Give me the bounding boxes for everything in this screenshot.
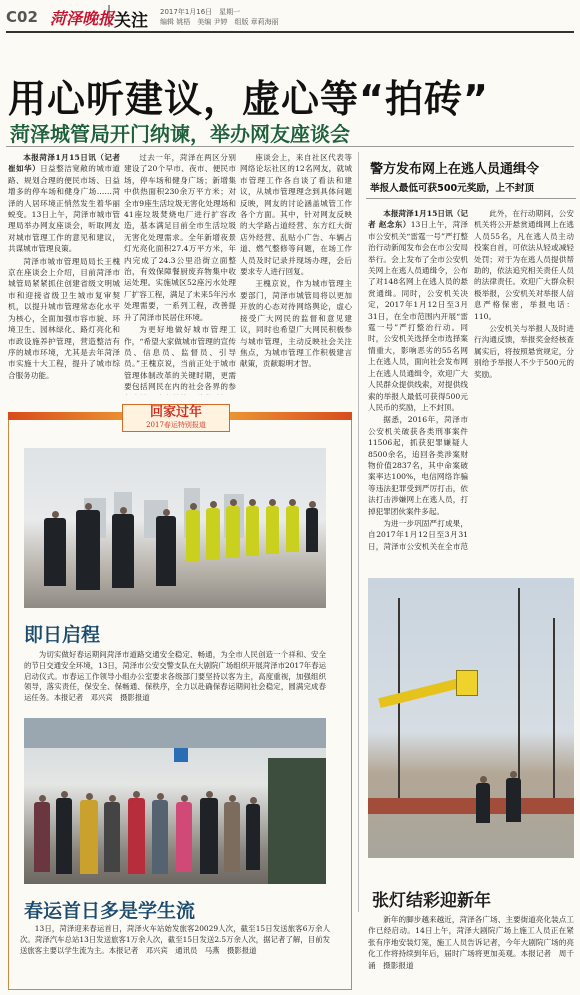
newspaper-logo: 菏泽晚报 [50, 9, 115, 28]
station-paragraph: 13日，菏泽迎来春运首日，菏泽火车站始发旅客20029人次，截至15日发送旅客6万余人次。菏泽汽车总站13日发送旅客1万余人次，截至15日发送2.5万余人次，据记者了解，目前发送旅客主要以学生流为主。本报记者 邓兴宾 通讯员 马燕 摄影报道 [20, 924, 330, 955]
team-paragraph: 为切实做好春运期间菏泽市道路交通安全稳定、畅通，为全市人民创造一个祥和、安全的节日交通安全环境，13日，菏泽市公安交警支队在大剧院广场组织开展菏泽市2017年春运启动仪式。市春运工作领导小组办公室要求各级部门要坚持以客为主，高度重视，加强组织领导，落实责任，保安全、保畅通、保秩序，全力以赴确保春运期间社会稳定，圆满完成春运任务。本报记者 邓兴宾 摄影报道 [24, 650, 326, 703]
lights-text [368, 914, 574, 990]
officer [76, 510, 100, 590]
side-story-column-2 [474, 208, 574, 553]
officer-vest [266, 506, 279, 554]
officer-vest [206, 508, 220, 560]
officer [112, 514, 134, 588]
banner-title [122, 404, 230, 432]
side-story-subtitle: 举报人最低可获500元奖励，上不封顶 [370, 183, 534, 194]
main-story-paragraph: 过去一年，菏泽在两区分别建设了20个早市、夜市、便民市场，停车场和健身广场；新增集中供热面积230余万平方米；对全市9座生活垃圾无害化处理场和41座垃圾焚烧电厂进行扩容改造，基本满足目前全市生活垃圾无害化处理需求。全年新增夜景灯光亮化面积27.4万平方米，年内完成了24.3公里沿街立面整治，有效保障餐厨废弃物集中收运处理。实施城区52座污水处理厂扩容工程，满足了未来5年污水处理需要，一系列工程，改善提升了菏泽市民居住环境。 [124, 153, 236, 322]
platform-sign [174, 748, 188, 762]
lantern-installation-photo [368, 578, 574, 858]
traveler [34, 802, 50, 872]
officer-vest [286, 506, 299, 552]
traveler [80, 800, 98, 874]
main-story-paragraph: 日益整洁宽敞的城市道路、规划合理的便民市场、日益增多的停车场和健身广场……菏泽的人居环境正悄然发生着华丽蜕变。13日上午，菏泽市城市管理局举办网友座谈会，听取网友对城市管理工作的意见和建议，共谋城市管理良策。 [8, 164, 120, 254]
brick-walkway [368, 798, 574, 814]
lights-paragraph: 新年的脚步越来越近，菏泽各广场、主要街道亮化装点工作已经启动。14日上午，菏泽大剧院广场上施工人员正在紧张有序地安装灯笼，施工人员告诉记者，今年大剧院广场的亮化工作将持续到年后，届时广场将更加美观。本报记者 周千涌 摄影报道 [368, 915, 574, 970]
lights-caption: 张灯结彩迎新年 [372, 891, 491, 911]
station-canopy [24, 718, 326, 748]
station-caption: 春运首日多是学生流 [24, 900, 196, 922]
officer [44, 518, 66, 586]
officer [156, 516, 176, 586]
side-story-paragraph: 13日上午，菏泽市公安机关“雷霆一号”严打整治行动新闻发布会在市公安局举行。会上发布了全市公安机关网上在逃人员通缉令，公布了对148名网上在逃人员的悬赏通缉。同时，公安机关决定，2017年1月12日至3月31日，在全市范围内开展“雷霆一号”严打整治行动。同时，公安机关选择全市选择案情重大，影响恶劣的55名网上在逃人员，面向社会发布网上在逃人员通缉令，欢迎广大人民群众提供线索，对提供线索的举报人最低可获得500元人民币的奖励，上不封顶。 [368, 220, 468, 412]
main-story-byline: 本报菏泽1月15日讯（记者 崔如华） [8, 153, 120, 174]
traveler [128, 798, 145, 874]
side-story-paragraph: 公安机关与举报人及时进行沟通反馈，举报奖金经核查属实后，将按照悬赏规定，分别给予举报人不少于500元的奖励。 [474, 324, 574, 379]
banner-small-text: 2017春运特别报道 [146, 421, 206, 429]
officer-vest [246, 506, 259, 556]
main-story-column-1 [8, 152, 120, 395]
train-car [268, 758, 326, 884]
subhead-rule [6, 146, 574, 147]
side-story-paragraph: 此外，在行动期间，公安机关将公开悬赏通缉网上在逃人员55名，凡在逃人员主动投案自首，可依法从轻或减轻处罚；对于为在逃人员提供帮助的，依法追究相关责任人员的法律责任。欢迎广大群众积极举报，公安机关对举报人信息严格保密，举报电话：110。 [474, 209, 574, 321]
pedestrian [506, 778, 521, 822]
main-story-paragraph: 为更好地做好城市管理工作，“希望大家做城市管理的宣传员、信息员、监督员、引导员。”王槐京说，当前正处于城市管理体制改革的关键时期，更需要包括网民在内的社会各界的参 [124, 325, 236, 392]
traveler [152, 800, 168, 874]
tree-trunk [553, 618, 555, 798]
side-story-column-1 [368, 208, 468, 553]
pedestrian [476, 783, 490, 823]
header-meta [160, 7, 279, 27]
officer-vest [186, 510, 200, 562]
column-divider [358, 152, 359, 912]
date-line: 2017年1月16日 星期一 [160, 8, 241, 16]
traffic-police-photo [24, 448, 326, 608]
main-story-column-3 [240, 152, 352, 395]
editors-line: 编辑 姚梧 美编 尹婷 组版 章莉海丽 [160, 18, 279, 26]
banner-main-text: 回家过年 [149, 405, 202, 420]
side-story-paragraph: 据悉，2016年，菏泽市公安机关破获各类刑事案件11506起，抓获犯罪嫌疑人8500余名，追回各类涉案财物价值2837名，其中命案破案率达100%，电信网络诈骗等违法犯罪受到严厉打击，依法打击涉嫌网上在逃人员，打掉犯罪团伙案件多起。 [368, 415, 468, 516]
station-text [20, 924, 330, 984]
tree-trunk [518, 588, 520, 808]
main-story-paragraph: 菏泽市城市管理局局长王槐京在座谈会上介绍，目前菏泽市城管局紧紧抓住创建省级文明城市和迎接省级卫生城市复审契机，以提升城市管理常态化水平为核心，全面加强市容市貌、环境卫生、园林绿化、路灯亮化和市政设施养护管理，营造整洁有序的城市环境，尤其是去年菏泽市实施十大工程，提升了城市综合服务功能。 [8, 256, 120, 380]
main-headline: 用心听建议，虚心等“拍砖” [8, 77, 489, 121]
railway-station-photo [24, 718, 326, 884]
traveler [246, 804, 260, 870]
traveler [224, 802, 240, 872]
team-caption: 即日启程 [24, 624, 101, 646]
officer-vest [226, 506, 240, 558]
lift-bucket [456, 670, 478, 696]
side-story-byline: 本报菏泽1月15日讯（记者 赵念东） [368, 209, 468, 230]
side-story-rule [366, 198, 576, 199]
side-story-title: 警方发布网上在逃人员通缉令 [370, 162, 540, 177]
main-story-column-2 [124, 152, 236, 395]
page-number: C02 [6, 8, 38, 26]
traveler [176, 802, 192, 872]
traveler [200, 798, 218, 874]
main-subhead: 菏泽城管局开门纳谏，举办网友座谈会 [10, 122, 350, 146]
officer [306, 508, 318, 552]
side-story-paragraph: 为进一步巩固严打成果，自2017年1月12日至3月31日，菏泽市公安机关在全市范 [368, 518, 468, 551]
main-story-paragraph: 王槐京说，作为城市管理主要部门，菏泽市城管局将以更加开放的心态对待网络舆论，虚心接受广大网民的监督和意见建议，同时也希望广大网民积极参与城市管理，主动反映社会关注焦点，为城市管理工作积极建言献策，贡献聪明才智。 [240, 279, 352, 369]
traveler [56, 798, 72, 874]
section-title: 关注 [114, 11, 148, 31]
main-story-paragraph: 座谈会上，来自社区代表等网络论坛社区的12名网友，就城市管理工作各自谈了看法和建议，从城市管理理念到具体问题反映，网友的讨论涵盖城管工作各个方面。其中，针对网友反映的大学路占道经营、东方红大街店外经营、乱贴小广告、车辆占道、燃气整修等问题，在场工作人员及时记录并现场办理，会后要求专人进行回复。 [240, 153, 352, 277]
header-rule [6, 31, 574, 33]
traveler [104, 802, 120, 872]
team-text [24, 650, 326, 708]
